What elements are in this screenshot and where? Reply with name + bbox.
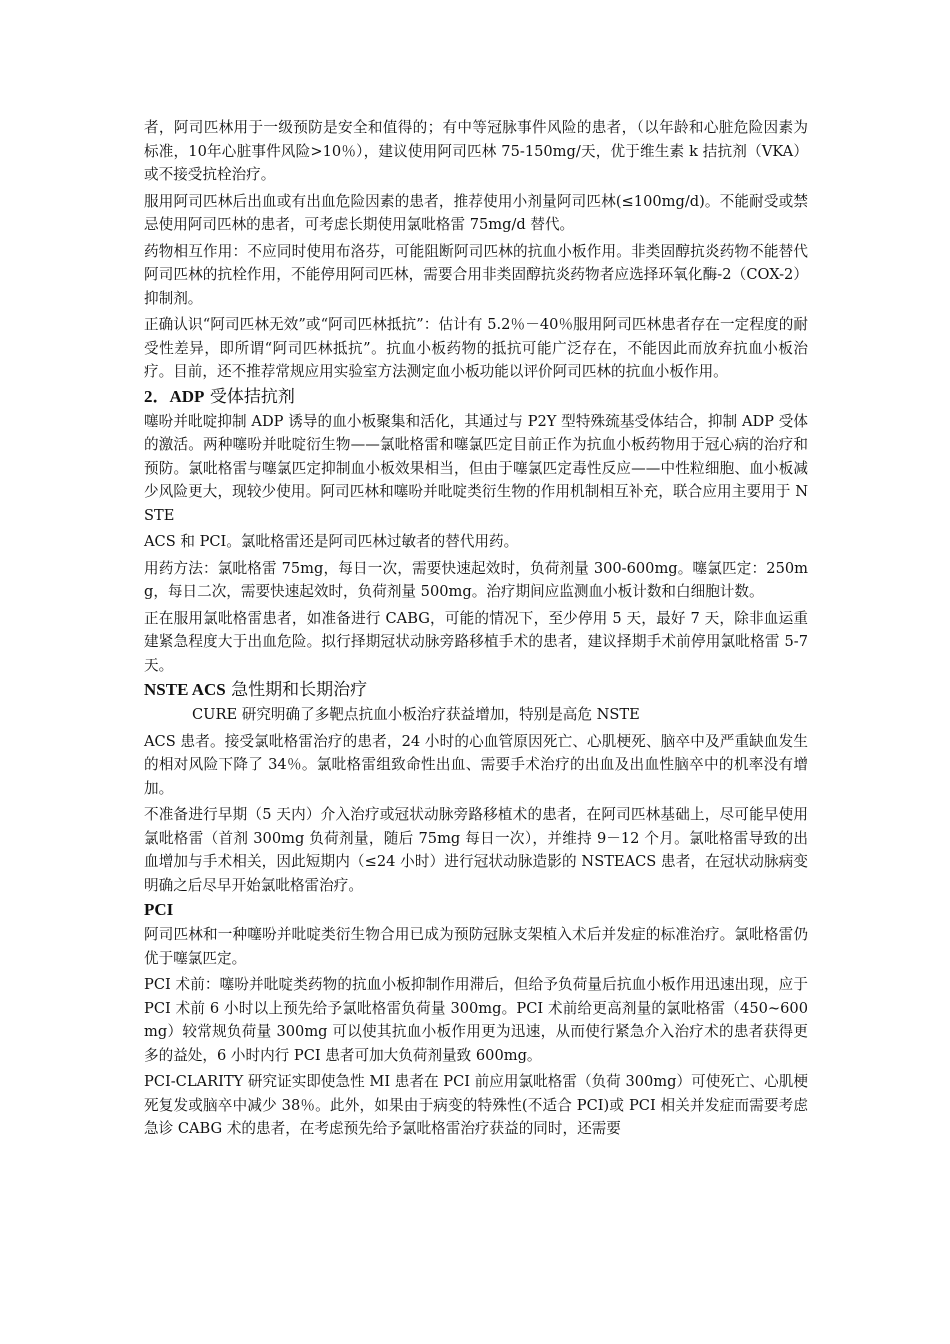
- document-body: [144, 116, 808, 1141]
- paragraph: 阿司匹林和一种噻吩并吡啶类衍生物合用已成为预防冠脉支架植入术后并发症的标准治疗。氯吡格雷仍优于噻氯匹定。: [144, 926, 808, 967]
- paragraph: 服用阿司匹林后出血或有出血危险因素的患者，推荐使用小剂量阿司匹林(≤100mg/d)。不能耐受或禁忌使用阿司匹林的患者，可考虑长期使用氯吡格雷 75mg/d 替代。: [144, 192, 808, 233]
- heading-light: 急性期和长期治疗: [225, 680, 368, 700]
- paragraph: ACS 和 PCI。氯吡格雷还是阿司匹林过敏者的替代用药。: [144, 533, 519, 550]
- paragraph: 正确认识“阿司匹林无效”或“阿司匹林抵抗”：估计有 5.2％－40％服用阿司匹林患者存在一定程度的耐受性差异，即所谓“阿司匹林抵抗”。抗血小板药物的抵抗可能广泛存在，不能因此而放弃抗血小板治疗。目前，还不推荐常规应用实验室方法测定血小板功能以评价阿司匹林的抗血小板作用。: [144, 316, 808, 380]
- paragraph: 不准备进行早期（5 天内）介入治疗或冠状动脉旁路移植术的患者，在阿司匹林基础上，尽可能早使用氯吡格雷（首剂 300mg 负荷剂量，随后 75mg 每日一次），并维持 9－12 个月。氯吡格雷导致的出血增加与手术相关，因此短期内（≤24 小时）进行冠状动脉造影的 NSTEACS 患者，在冠状动脉病变明确之后尽早开始氯吡格雷治疗。: [144, 806, 808, 894]
- paragraph: PCI 术前：噻吩并吡啶类药物的抗血小板抑制作用滞后，但给予负荷量后抗血小板作用迅速出现，应于 PCI 术前 6 小时以上预先给予氯吡格雷负荷量 300mg。PCI 术前给更高剂量的氯吡格雷（450~600mg）较常规负荷量 300mg 可以使其抗血小板作用更为迅速，从而使行紧急介入治疗术的患者获得更多的益处，6 小时内行 PCI 患者可加大负荷剂量致 600mg。: [144, 976, 808, 1064]
- section-heading-pci: PCI: [144, 900, 174, 919]
- paragraph: 者，阿司匹林用于一级预防是安全和值得的；有中等冠脉事件风险的患者，（以年龄和心脏危险因素为标准，10年心脏事件风险>10％），建议使用阿司匹林 75-150mg/天，优于维生素 k 拮抗剂（VKA）或不接受抗栓治疗。: [144, 119, 808, 183]
- paragraph: 噻吩并吡啶抑制 ADP 诱导的血小板聚集和活化，其通过与 P2Y 型特殊巯基受体结合，抑制 ADP 受体的激活。两种噻吩并吡啶衍生物——氯吡格雷和噻氯匹定目前正作为抗血小板药物用于冠心病的治疗和预防。氯吡格雷与噻氯匹定抑制血小板效果相当，但由于噻氯匹定毒性反应——中性粒细胞、血小板减少风险更大，现较少使用。阿司匹林和噻吩并吡啶类衍生物的作用机制相互补充，联合应用主要用于 NSTE: [144, 412, 808, 524]
- paragraph: CURE 研究明确了多靶点抗血小板治疗获益增加，特别是高危 NSTE: [192, 706, 640, 723]
- heading-light: 受体拮抗剂: [204, 386, 295, 407]
- paragraph: 药物相互作用：不应同时使用布洛芬，可能阻断阿司匹林的抗血小板作用。非类固醇抗炎药物不能替代阿司匹林的抗栓作用，不能停用阿司匹林，需要合用非类固醇抗炎药物者应选择环氧化酶-2（COX-2）抑制剂。: [144, 242, 808, 307]
- paragraph: ACS 患者。接受氯吡格雷治疗的患者，24 小时的心血管原因死亡、心肌梗死、脑卒中及严重缺血发生的相对风险下降了 34％。氯吡格雷组致命性出血、需要手术治疗的出血及出血性脑卒中的机率没有增加。: [144, 732, 808, 797]
- paragraph: PCI-CLARITY 研究证实即使急性 MI 患者在 PCI 前应用氯吡格雷（负荷 300mg）可使死亡、心肌梗死复发或脑卒中减少 38％。此外，如果由于病变的特殊性(不适合 PCI)或 PCI 相关并发症而需要考虑急诊 CABG 术的患者，在考虑预先给予氯吡格雷治疗获益的同时，还需要: [144, 1073, 808, 1137]
- section-heading-adp: [144, 384, 808, 410]
- paragraph: 用药方法：氯吡格雷 75mg，每日一次，需要快速起效时，负荷剂量 300-600mg。噻氯匹定：250mg，每日二次，需要快速起效时，负荷剂量 500mg。治疗期间应监测血小板计数和白细胞计数。: [144, 559, 808, 600]
- paragraph: 正在服用氯吡格雷患者，如准备进行 CABG，可能的情况下，至少停用 5 天，最好 7 天，除非血运重建紧急程度大于出血危险。拟行择期冠状动脉旁路移植手术的患者，建议择期手术前停用氯吡格雷 5-7 天。: [144, 609, 808, 674]
- heading-bold: NSTE ACS: [144, 680, 226, 699]
- section-heading-nste-acs: [144, 677, 808, 703]
- heading-bold: 2．ADP: [144, 386, 205, 406]
